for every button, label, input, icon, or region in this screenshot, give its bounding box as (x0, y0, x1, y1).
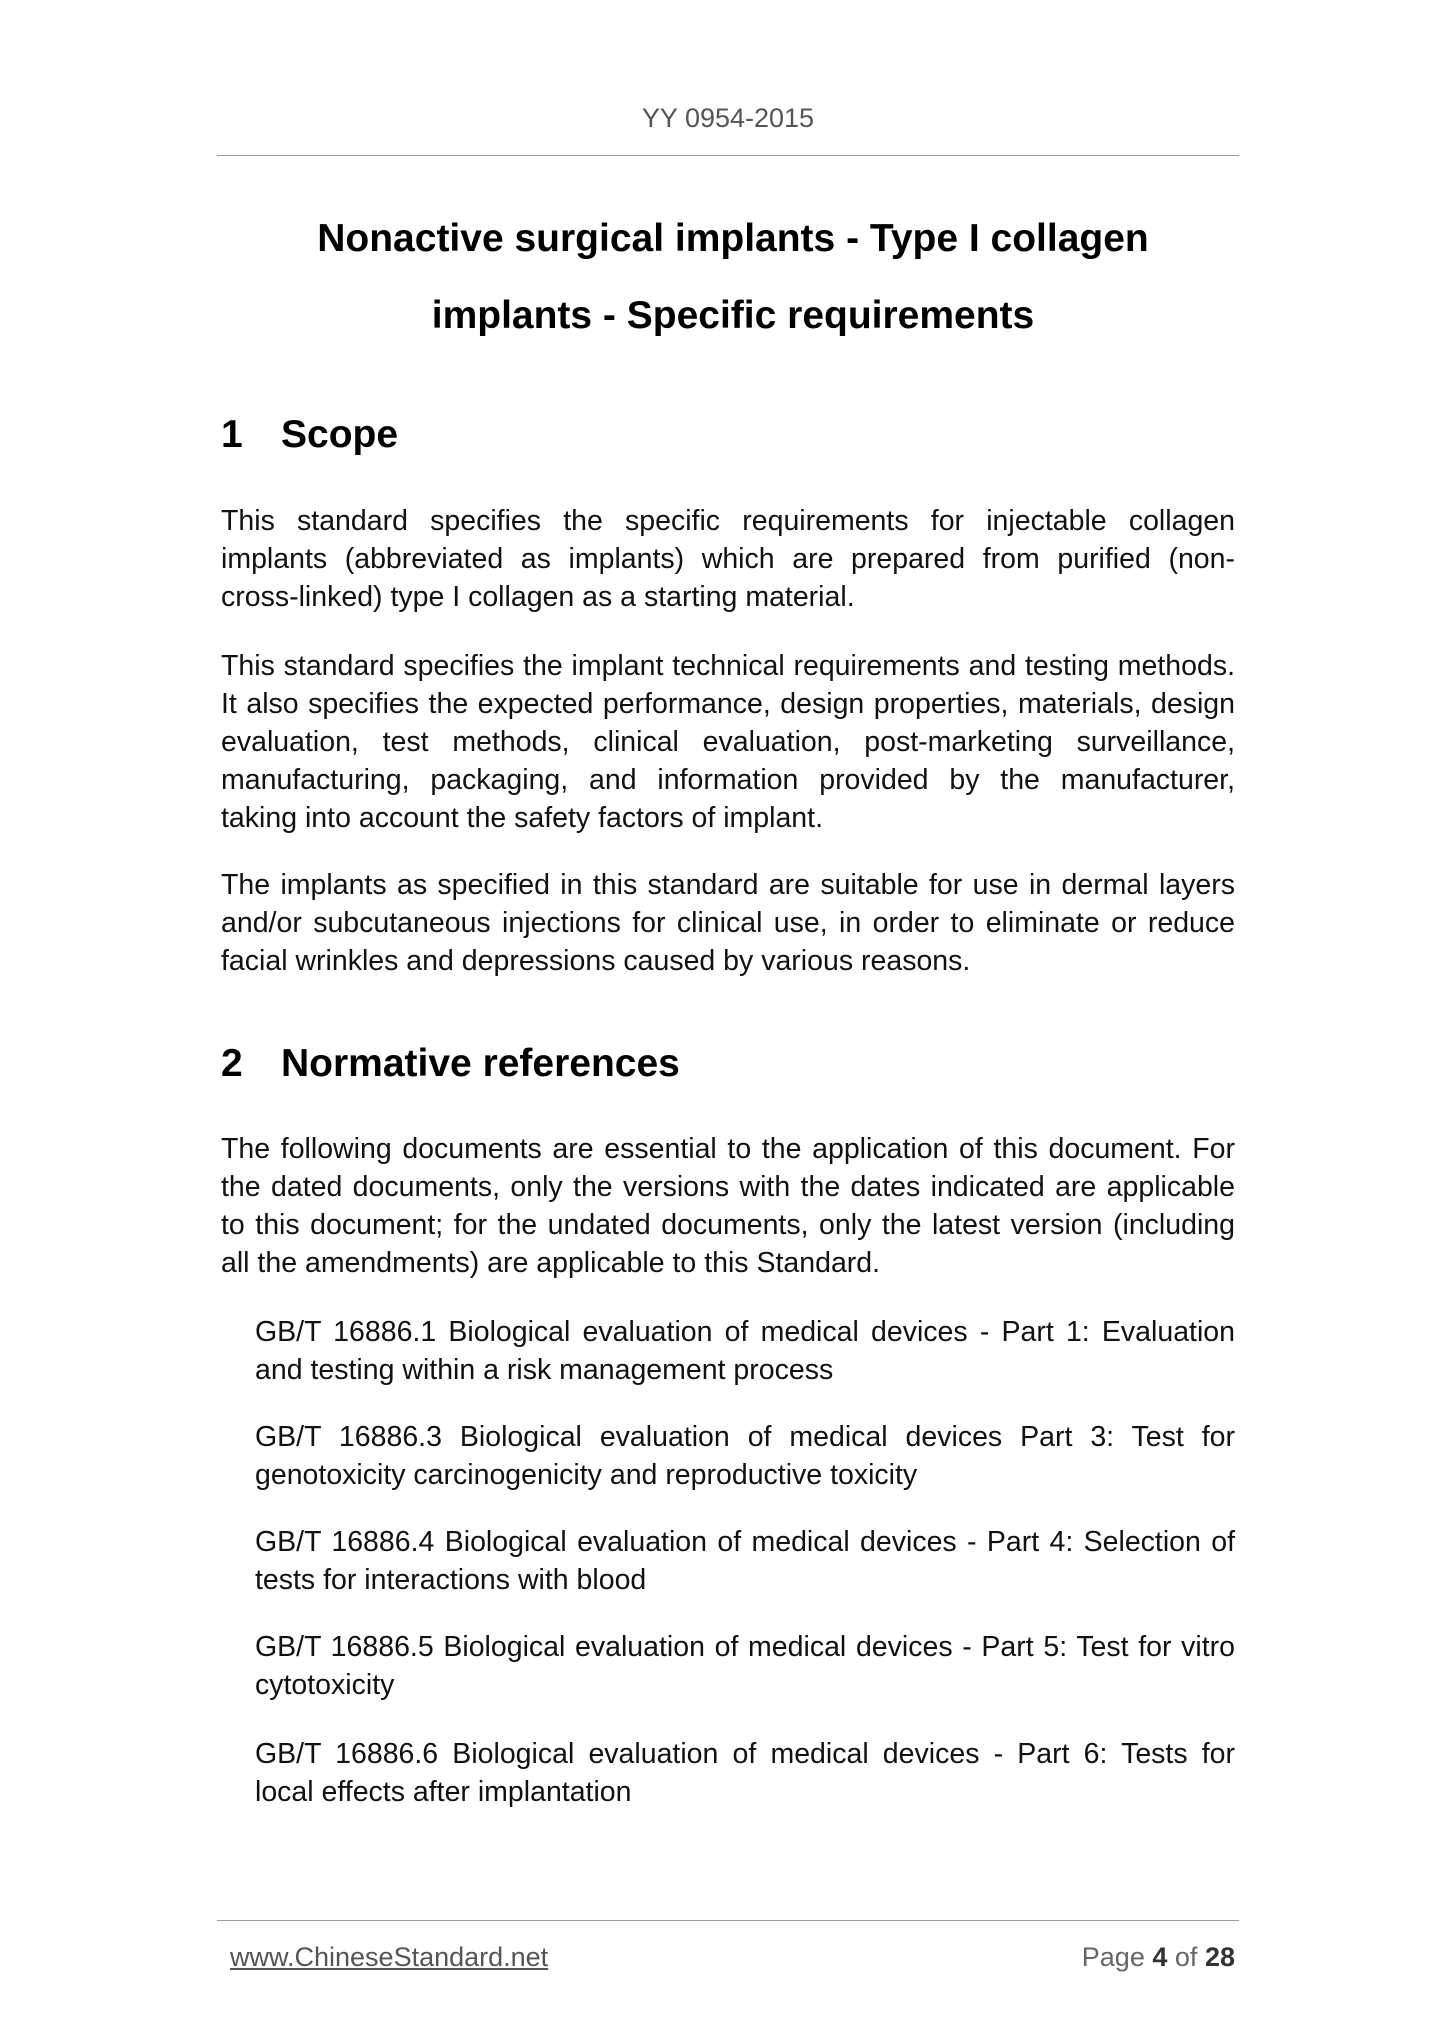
scope-paragraph (221, 502, 1235, 616)
text-line: genotoxicity carcinogenicity and reproductive toxicity (255, 1459, 918, 1491)
section-number: 2 (221, 1042, 243, 1085)
text-line: and/or subcutaneous injections for clinical use, in order to eliminate or reduce (221, 907, 1235, 939)
text-line: the dated documents, only the versions with the dates indicated are applicable (221, 1171, 1235, 1203)
website-link[interactable]: www.ChineseStandard.net (230, 1942, 549, 1972)
page-label: Page (1081, 1942, 1145, 1972)
text-line: The implants as specified in this standard are suitable for use in dermal layers (221, 869, 1235, 901)
text-line: GB/T 16886.5 Biological evaluation of medical devices - Part 5: Test for vitro (255, 1631, 1235, 1663)
total-pages: 28 (1204, 1942, 1235, 1972)
reference-entry (255, 1313, 1235, 1389)
text-line: GB/T 16886.4 Biological evaluation of medical devices - Part 4: Selection of (255, 1526, 1235, 1558)
text-line: GB/T 16886.3 Biological evaluation of medical devices Part 3: Test for (255, 1421, 1235, 1453)
scope-paragraph (221, 866, 1235, 980)
text-line: and testing within a risk management process (255, 1354, 834, 1386)
text-line: manufacturing, packaging, and information provided by the manufacturer, (221, 764, 1235, 796)
text-line: cross-linked) type I collagen as a starting material. (221, 581, 855, 613)
section-heading-normative-references (221, 1039, 1235, 1089)
text-line: taking into account the safety factors of implant. (221, 802, 823, 834)
page-footer (230, 1939, 1235, 1975)
header-rule (217, 155, 1239, 156)
text-line: This standard specifies the specific requirements for injectable collagen (221, 505, 1235, 537)
text-line: GB/T 16886.1 Biological evaluation of medical devices - Part 1: Evaluation (255, 1316, 1235, 1348)
text-line: tests for interactions with blood (255, 1564, 647, 1596)
reference-entry (255, 1628, 1235, 1704)
title-line: implants - Specific requirements (431, 294, 1035, 337)
reference-entry (255, 1735, 1235, 1811)
text-line: This standard specifies the implant technical requirements and testing methods. (221, 650, 1235, 682)
page-of-label: of (1174, 1942, 1198, 1972)
reference-entry (255, 1418, 1235, 1494)
text-line: GB/T 16886.6 Biological evaluation of medical devices - Part 6: Tests for (255, 1738, 1235, 1770)
text-line: evaluation, test methods, clinical evaluation, post-marketing surveillance, (221, 726, 1235, 758)
text-line: facial wrinkles and depressions caused by various reasons. (221, 945, 971, 977)
current-page: 4 (1152, 1942, 1168, 1972)
text-line: cytotoxicity (255, 1669, 395, 1701)
normative-references-paragraph (221, 1130, 1235, 1282)
running-header-doc-code: YY 0954-2015 (641, 103, 815, 133)
page-number (1082, 1939, 1235, 1975)
section-title: Scope (281, 413, 399, 456)
section-title: Normative references (281, 1042, 680, 1085)
reference-entry (255, 1523, 1235, 1599)
scope-paragraph (221, 647, 1235, 837)
text-line: local effects after implantation (255, 1776, 632, 1808)
footer-rule (217, 1920, 1239, 1921)
title-line: Nonactive surgical implants - Type I collagen (317, 217, 1149, 260)
section-heading-scope (221, 410, 1235, 460)
text-line: all the amendments) are applicable to this Standard. (221, 1247, 881, 1279)
text-line: implants (abbreviated as implants) which are prepared from purified (non- (221, 543, 1235, 575)
document-title (221, 200, 1245, 354)
text-line: The following documents are essential to the application of this document. For (221, 1133, 1235, 1165)
text-line: to this document; for the undated documents, only the latest version (including (221, 1209, 1235, 1241)
text-line: It also specifies the expected performance, design properties, materials, design (221, 688, 1235, 720)
section-number: 1 (221, 413, 243, 456)
